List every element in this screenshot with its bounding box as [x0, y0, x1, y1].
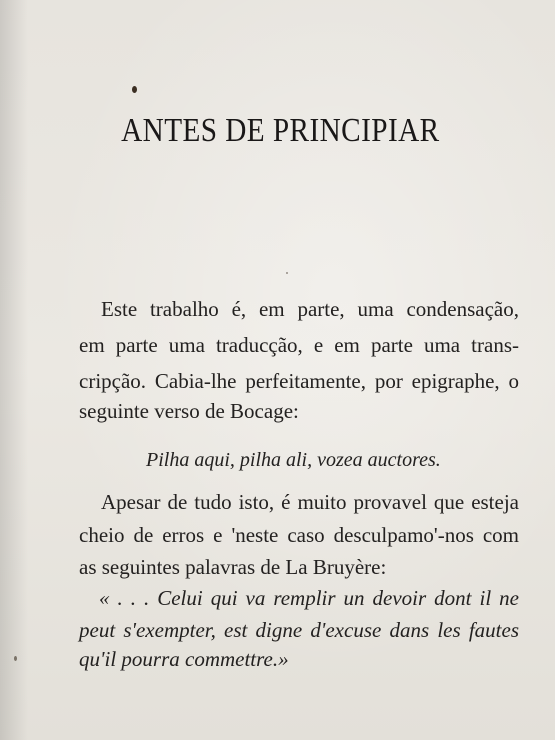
- ink-speck: [14, 656, 17, 661]
- paragraph-1-line-4: seguinte verso de Bocage:: [79, 399, 299, 423]
- paragraph-2-line-1: Apesar de tudo isto, é muito provavel que esteja: [101, 490, 519, 514]
- ink-speck: [132, 86, 137, 93]
- epigraph: Pilha aqui, pilha ali, vozea auctores.: [146, 449, 441, 471]
- chapter-title: ANTES DE PRINCIPIAR: [121, 112, 440, 149]
- quote-line-2: peut s'exempter, est digne d'excuse dans les fautes: [79, 618, 519, 642]
- ink-speck: [286, 272, 288, 274]
- paragraph-1-line-2: em parte uma traducção, e em parte uma trans-: [79, 333, 519, 357]
- quote-line-1: « . . . Celui qui va remplir un devoir dont il ne: [99, 586, 519, 610]
- paragraph-2-line-2: cheio de erros e 'neste caso desculpamo'-nos com: [79, 523, 519, 547]
- quote-line-3: qu'il pourra commettre.»: [79, 647, 289, 671]
- paragraph-1-line-1: Este trabalho é, em parte, uma condensação,: [101, 297, 519, 321]
- binding-shadow: [0, 0, 28, 740]
- paragraph-2-line-3: as seguintes palavras de La Bruyère:: [79, 555, 387, 579]
- paragraph-1-line-3: cripção. Cabia-lhe perfeitamente, por epigraphe, o: [79, 369, 519, 393]
